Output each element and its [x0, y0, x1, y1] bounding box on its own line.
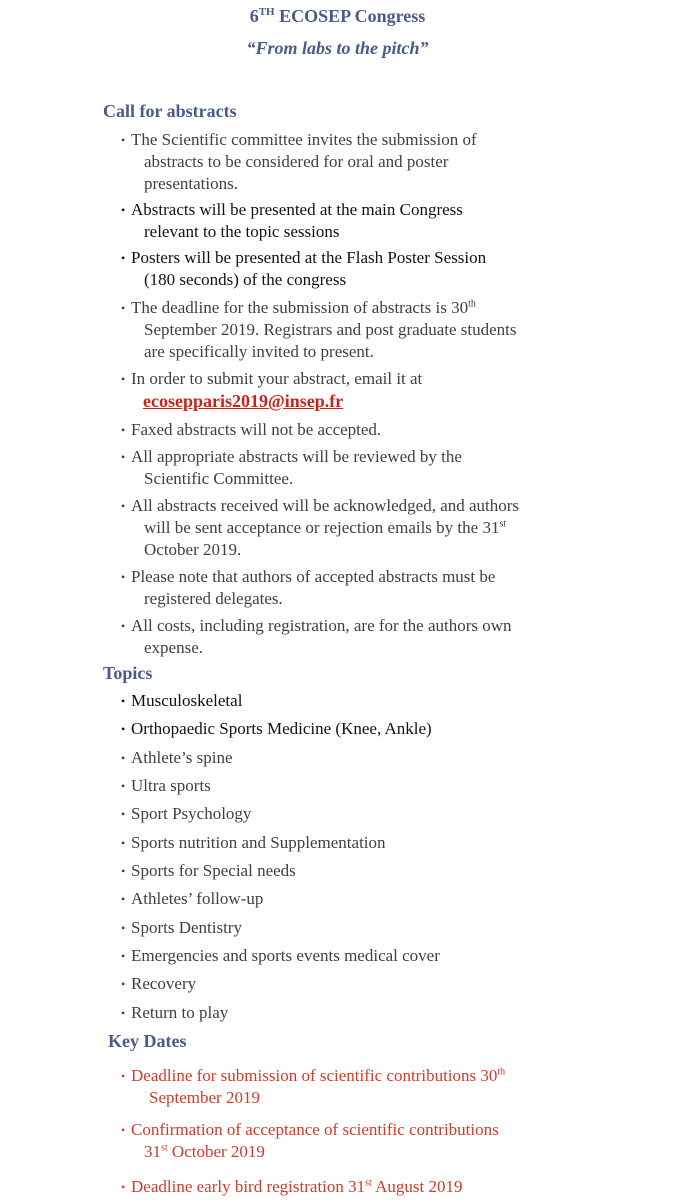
call-for-abstracts-heading: Call for abstracts — [103, 101, 237, 121]
topic-item: • Sports Dentistry — [121, 918, 242, 937]
congress-title: 6TH ECOSEP Congress — [249, 6, 426, 26]
topic-item: • Sport Psychology — [121, 804, 252, 823]
topic-item: • Recovery — [121, 974, 197, 993]
topic-item: • Sports nutrition and Supplementation — [121, 833, 386, 852]
topic-item: • Orthopaedic Sports Medicine (Knee, Ankle) — [121, 719, 432, 738]
call-item: • Faxed abstracts will not be accepted. — [121, 420, 382, 439]
topic-item: • Emergencies and sports events medical cover — [121, 946, 440, 965]
congress-subtitle: “From labs to the pitch” — [246, 38, 429, 58]
topics-heading: Topics — [103, 663, 153, 683]
key-date-item: • Deadline early bird registration 31st August 2019 — [121, 1177, 463, 1196]
call-item: • Posters will be presented at the Flash Poster Session (180 seconds) of the congress — [121, 248, 487, 289]
submission-email-link[interactable]: ecosepparis2019@insep.fr — [143, 391, 344, 411]
call-item: • All appropriate abstracts will be reviewed by the Scientific Committee. — [121, 447, 462, 488]
topic-item: • Athlete’s spine — [121, 748, 233, 767]
call-item: • Please note that authors of accepted abstracts must be registered delegates. — [121, 567, 496, 608]
key-date-item: • Confirmation of acceptance of scientific contributions 31st October 2019 — [121, 1120, 499, 1161]
topic-item: • Return to play — [121, 1003, 229, 1022]
call-item: • In order to submit your abstract, email it at ecosepparis2019@insep.fr — [121, 368, 661, 412]
call-item: • The Scientific committee invites the submission of abstracts to be considered for oral and poster presentations. — [121, 130, 477, 193]
topic-item: • Ultra sports — [121, 776, 211, 795]
topic-item: • Athletes’ follow-up — [121, 889, 264, 908]
key-dates-heading: Key Dates — [108, 1031, 187, 1051]
call-item: • Abstracts will be presented at the main Congress relevant to the topic sessions — [121, 200, 463, 241]
topic-item: • Musculoskeletal — [121, 691, 243, 710]
key-date-item: • Deadline for submission of scientific contributions 30th September 2019 — [121, 1066, 506, 1107]
call-item: • The deadline for the submission of abstracts is 30th September 2019. Registrars and post graduate students are specifically invited to present. — [121, 298, 517, 361]
topic-item: • Sports for Special needs — [121, 861, 296, 880]
call-item: • All abstracts received will be acknowledged, and authors will be sent acceptance or rejection emails by the 31st October 2019. — [121, 496, 520, 559]
call-item: • All costs, including registration, are for the authors own expense. — [121, 616, 512, 657]
